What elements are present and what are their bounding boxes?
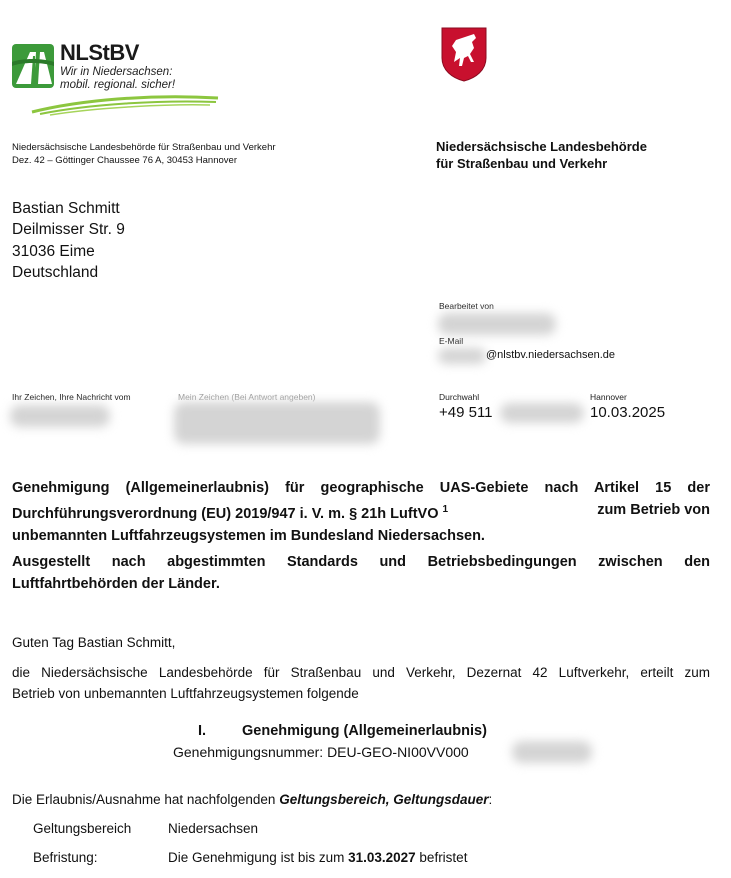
intro-paragraph <box>12 662 710 704</box>
section-title: Genehmigung (Allgemeinerlaubnis) <box>242 723 487 739</box>
redacted-phone <box>500 403 584 423</box>
scope-value: Niedersachsen <box>168 821 259 836</box>
recipient-street: Deilmisser Str. 9 <box>12 221 125 238</box>
redacted-permit-number <box>512 741 592 763</box>
authority-line-1: Niedersächsische Landesbehörde <box>436 139 647 154</box>
phone-prefix: +49 511 <box>439 404 493 421</box>
permit-number: Genehmigungsnummer: DEU-GEO-NI00VV000 <box>173 744 469 760</box>
title-line-2-a: Durchführungsverordnung (EU) 2019/947 i. V. m. § 21h LuftVO $^1$ <box>12 504 449 522</box>
sender-line-2: Dez. 42 – Göttinger Chaussee 76 A, 30453 Hannover <box>12 155 237 166</box>
brand-name: NLStBV <box>60 40 139 65</box>
recipient-name: Bastian Schmitt <box>12 200 120 217</box>
title-line-2 <box>12 499 710 525</box>
document-date: 10.03.2025 <box>590 404 666 421</box>
title-line-3: unbemannten Luftfahrzeugsystemen im Bundesland Niedersachsen. <box>12 527 485 544</box>
my-ref-label: Mein Zeichen (Bei Antwort angeben) <box>178 392 316 402</box>
redacted-email-user <box>438 348 486 364</box>
place-label: Hannover <box>590 392 627 402</box>
green-swoosh-icon <box>30 92 220 121</box>
term-value: Die Genehmigung ist bis zum 31.03.2027 befristet <box>168 850 468 865</box>
processed-by-label: Bearbeitet von <box>439 301 494 311</box>
title-footnote: 1 <box>442 504 449 515</box>
greeting: Guten Tag Bastian Schmitt, <box>12 635 176 650</box>
your-ref-label: Ihr Zeichen, Ihre Nachricht vom <box>12 392 131 402</box>
subtitle-line-1: Ausgestellt nach abgestimmten Standards und Betriebsbedingungen zwischen den <box>12 554 710 570</box>
section-number: I. <box>198 723 207 739</box>
document-title <box>12 477 710 547</box>
term-label: Befristung: <box>33 850 98 865</box>
lower-saxony-crest-icon <box>440 26 488 87</box>
email-label: E-Mail <box>439 336 464 346</box>
redacted-name <box>438 313 556 335</box>
title-line-2-b: zum Betrieb von <box>597 502 710 518</box>
email-domain: @nlstbv.niedersachsen.de <box>486 349 615 361</box>
brand-slogan <box>60 66 175 92</box>
slogan-line-2: mobil. regional. sicher! <box>60 79 176 91</box>
slogan-line-1: Wir in Niedersachsen: <box>60 66 173 78</box>
phone-label: Durchwahl <box>439 392 480 402</box>
subtitle-line-2: Luftfahrtbehörden der Länder. <box>12 576 220 592</box>
redacted-my-ref <box>174 402 380 444</box>
nlstbv-logo-icon <box>12 44 54 88</box>
scope-intro: Die Erlaubnis/Ausnahme hat nachfolgenden Geltungsbereich, Geltungsdauer: <box>12 792 493 807</box>
intro-line-2: Betrieb von unbemannten Luftfahrzeugsystemen folgende <box>12 686 359 701</box>
document-subtitle <box>12 551 710 595</box>
sender-line-1: Niedersächsische Landesbehörde für Straßenbau und Verkehr <box>12 142 276 153</box>
recipient-city: 31036 Eime <box>12 243 95 260</box>
title-line-1: Genehmigung (Allgemeinerlaubnis) für geographische UAS-Gebiete nach Artikel 15 der <box>12 480 710 496</box>
authority-name <box>436 138 647 172</box>
intro-line-1: die Niedersächsische Landesbehörde für Straßenbau und Verkehr, Dezernat 42 Luftverkehr, erteilt zum <box>12 665 710 680</box>
scope-label: Geltungsbereich <box>33 821 132 836</box>
recipient-country: Deutschland <box>12 264 99 281</box>
authority-line-2: für Straßenbau und Verkehr <box>436 156 608 171</box>
redacted-your-ref <box>10 405 110 427</box>
